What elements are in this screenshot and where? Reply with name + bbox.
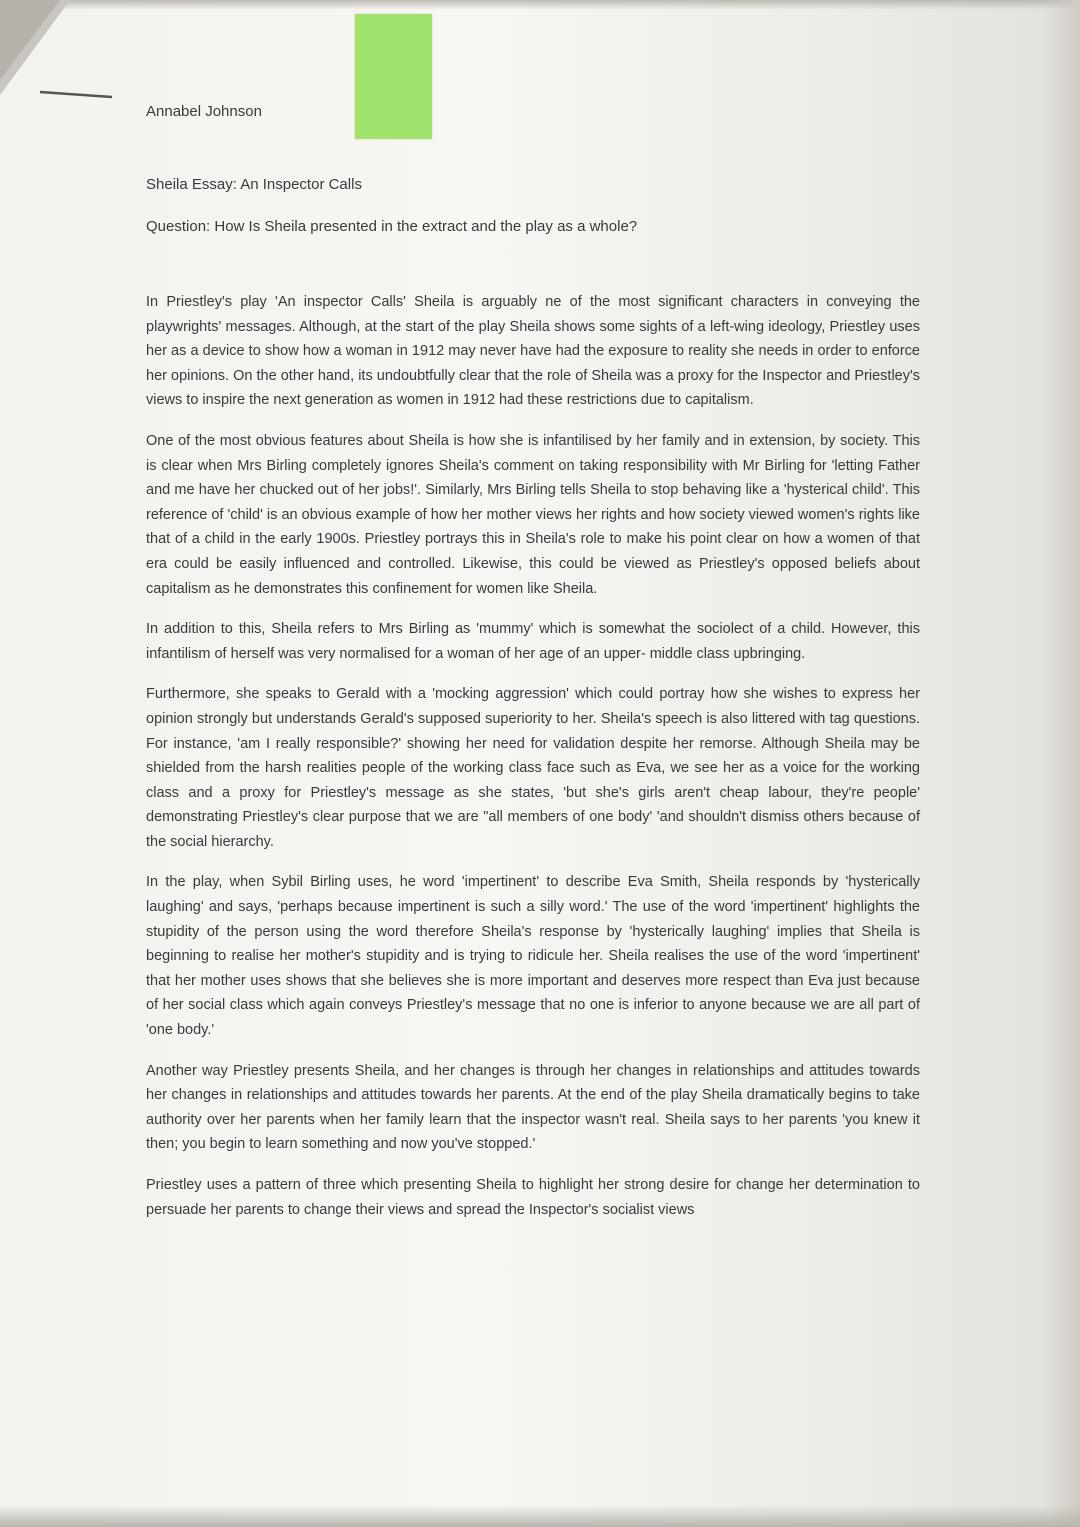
page-right-shadow bbox=[1044, 0, 1080, 1527]
folded-corner bbox=[0, 0, 120, 110]
paragraph-intro: In Priestley's play 'An inspector Calls' Sheila is arguably ne of the most significant characters in conveying the playwrights' messages. Although, at the start of the play Sheila shows some sights of a left-wing ideology, Priestley uses her as a device to show how a woman in 1912 may never have had the exposure to reality she needs in order to enforce her opinions. On the other hand, its undoubtfully clear that the role of Sheila was a proxy for the Inspector and Priestley's views to inspire the next generation as women in 1912 had these restrictions due to capitalism. bbox=[146, 294, 920, 409]
paragraph-infantilised: One of the most obvious features about Sheila is how she is infantilised by her family and in extension, by society. This is clear when Mrs Birling completely ignores Sheila's comment on taking responsibility with Mr Birling for 'letting Father and me have her chucked out of her jobs!'. Similarly, Mrs Birling tells Sheila to stop behaving like a 'hysterical child'. This reference of 'child' is an obvious example of how her mother views her rights and how society viewed women's rights like that of a child in the early 1900s. Priestley portrays this in Sheila's role to make his point clear on how a women of that era could be easily influenced and controlled. Likewise, this could be viewed as Priestley's opposed beliefs about capitalism as he demonstrates this confinement for women like Sheila. bbox=[146, 432, 920, 597]
essay-question: Question: How Is Sheila presented in the extract and the play as a whole? bbox=[146, 218, 638, 235]
paragraph-changes: Another way Priestley presents Sheila, and her changes is through her changes in relationships and attitudes towards her changes in relationships and attitudes towards her parents. At the end of the play Sheila dramatically begins to take authority over her parents when her family learn that the inspector wasn't real. Sheila says to her parents 'you knew it then; you begin to learn something and now you've stopped.' bbox=[146, 1062, 920, 1153]
paragraph-impertinent: In the play, when Sybil Birling uses, he word 'impertinent' to describe Eva Smith, Sheila responds by 'hysterically laughing' and says, 'perhaps because impertinent is such a silly word.' The use of the word 'impertinent' highlights the stupidity of the person using the word therefore Sheila's response by 'hysterically laughing' implies that Sheila is beginning to realise her mother's stupidity and is trying to ridicule her. Sheila realises the use of the word 'impertinent' that her mother uses shows that she believes she is more important and deserves more respect than Eva just because of her social class which again conveys Priestley's message that no one is inferior to anyone because we are all part of 'one body.' bbox=[146, 874, 920, 1039]
essay-body bbox=[146, 290, 920, 1238]
author-name: Annabel Johnson bbox=[146, 103, 262, 120]
page-bottom-shadow bbox=[0, 1505, 1080, 1527]
paragraph-pattern-of-three: Priestley uses a pattern of three which presenting Sheila to highlight her strong desire for change her determination to persuade her parents to change their views and spread the Inspector's socialist views bbox=[146, 1177, 920, 1218]
green-sticky-note bbox=[355, 14, 432, 139]
paragraph-gerald: Furthermore, she speaks to Gerald with a 'mocking aggression' which could portray how she wishes to express her opinion strongly but understands Gerald's supposed superiority to her. Sheila's speech is also littered with tag questions. For instance, 'am I really responsible?' showing her need for validation despite her remorse. Although Sheila may be shielded from the harsh realities people of the working class face such as Eva, we see her as a voice for the working class and a proxy for Priestley's message as she states, 'but she's girls aren't cheap labour, they're people' demonstrating Priestley's clear purpose that we are "all members of one body' 'and shouldn't dismiss others because of the social hierarchy. bbox=[146, 686, 920, 850]
page-top-shadow bbox=[0, 0, 1080, 10]
paragraph-mummy: In addition to this, Sheila refers to Mrs Birling as 'mummy' which is somewhat the sociolect of a child. However, this infantilism of herself was very normalised for a woman of her age of an upper- middle class upbringing. bbox=[146, 621, 920, 662]
essay-title: Sheila Essay: An Inspector Calls bbox=[146, 176, 362, 193]
